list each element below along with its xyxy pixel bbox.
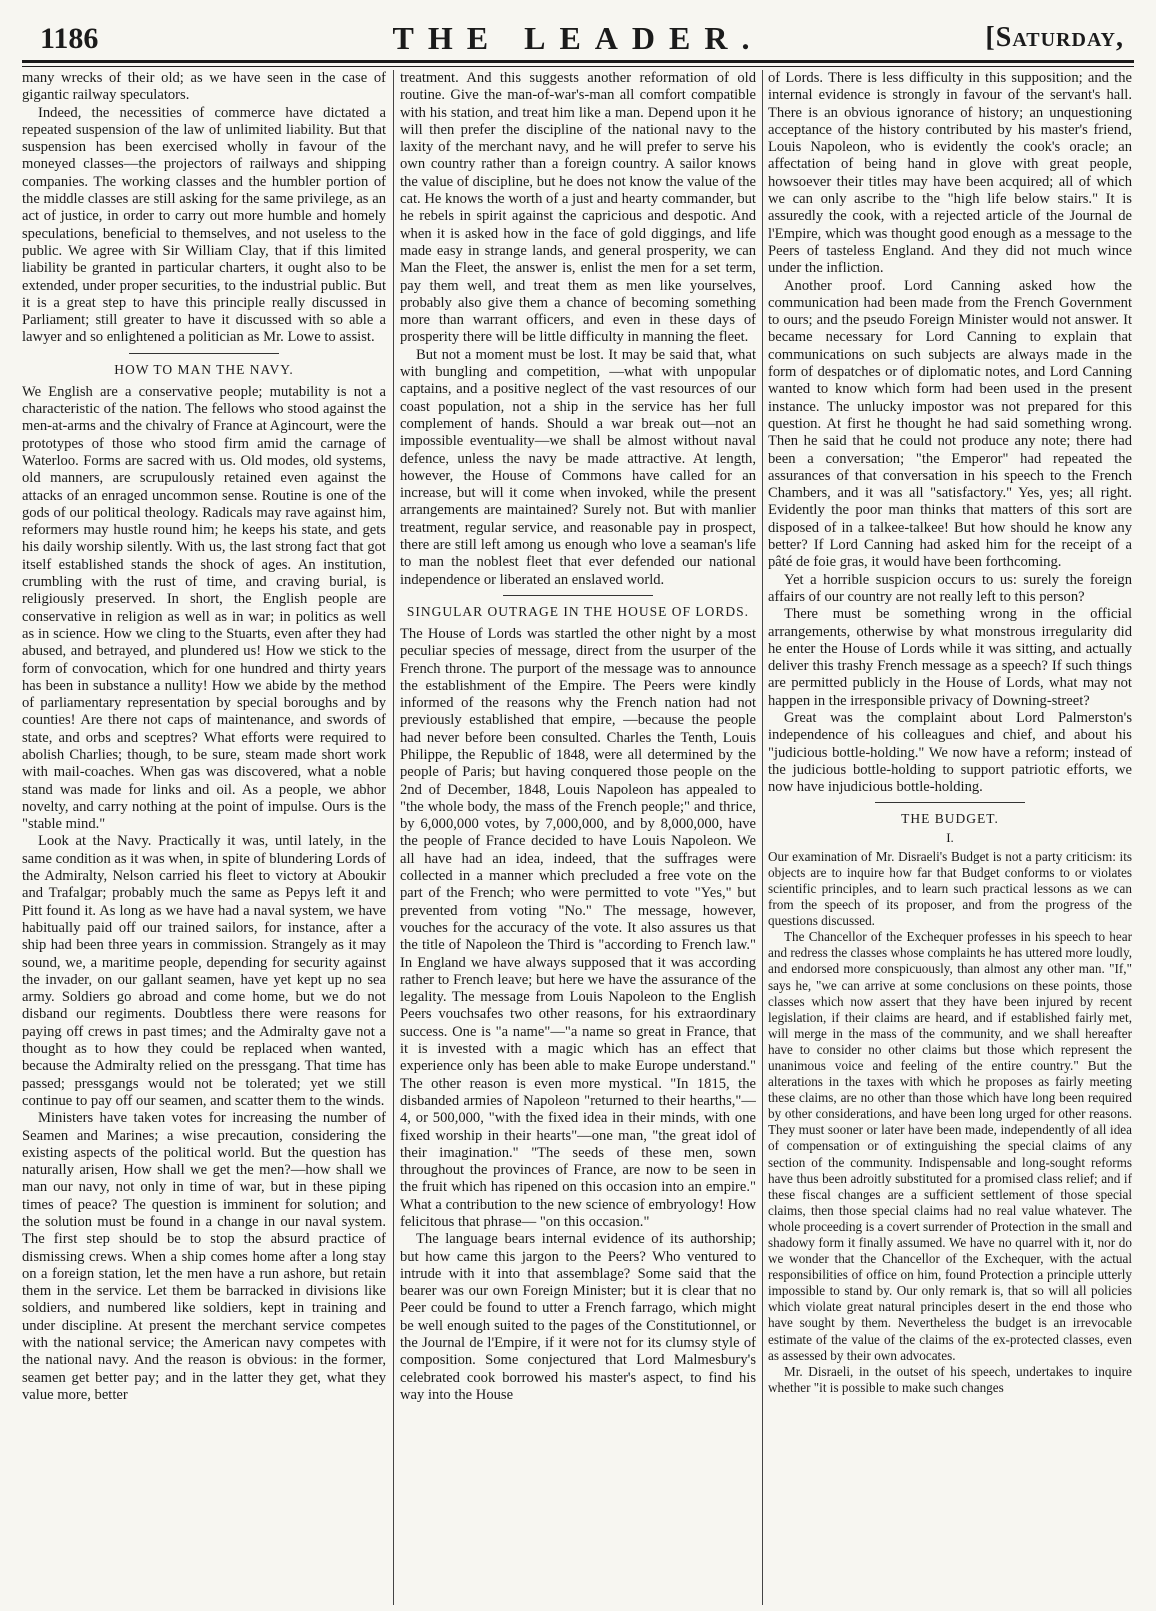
article-paragraph: of Lords. There is less difficulty in this supposition; and the internal evidence is strongly in favour of the servant's hall. There is an obvious ignorance of history; an unquestioning acceptance of the history contributed by his master's friend, Louis Napoleon, who is evidently the cook's oracle; an affectation of being hand in glove with great people, howsoever their titles may have been acquired; all of which we can only ascribe to the "high life below stairs." It is assuredly the cook, with a rejected article of the Journal de l'Empire, which was thought good enough as a message to the Peers of tasteless England. And they did not much wince under the infliction. (768, 70, 1132, 277)
masthead-rule-thick (22, 60, 1134, 63)
article-heading-navy: HOW TO MAN THE NAVY. (114, 361, 294, 377)
masthead-rule-thin (22, 66, 1134, 67)
article-paragraph: Look at the Navy. Practically it was, until lately, in the same condition as it was when, in spite of blundering Lords of the Admiralty, Nelson carried his fleet to victory at Aboukir and Trafalgar; probably much the same as Pepys left it and Pitt found it. As long as we have had a naval system, we have habitually paid off our trained sailors, for instance, after a ship had been three years in commission. Strangely as it may sound, we, a maritime people, depending for security against the invader, on our gallant seamen, have yet kept up no sea army. Soldiers go abroad and come home, but we do not disband our regiments. Doubtless there were reasons for paying off crews in past times; and the Admiralty gave not a thought as to how they could be replaced when wanted, because the Admiralty relied on the pressgang. That time has passed; pressgangs would not be tolerated; yet we still continue to pay off our seamen, and scatter them to the winds. (22, 833, 386, 1109)
newspaper-title: THE LEADER. (392, 20, 764, 56)
article-paragraph: We English are a conservative people; mutability is not a characteristic of the nation. The fellows who stood against the men-at-arms and the chivalry of France at Agincourt, were the prototypes of those who stood firm amid the carnage of Waterloo. Forms are sacred with us. Old modes, old systems, old manners, are scrupulously retained even against the attacks of an enraged uncommon sense. Routine is one of the gods of our political theology. Radicals may rave against him, reformers may hustle round him; he keeps his state, and gets his daily worship silently. With us, the last strong fact that got itself established stands the shock of ages. An institution, crumbling with the rust of time, and craving burial, is religiously preserved. In short, the English people are conservative in religion as well as in war; in politics as well as in science. How we cling to the Stuarts, even after they had abused, and betrayed, and plundered us! How we stick to the form of convocation, which for one hundred and thirty years has been in substance a nullity! How we abide by the method of parliamentary representation by special boroughs and by counties! Are there not caps of maintenance, and swords of state, and orbs and sceptres? What efforts were required to abolish Charlies; though, to be sure, steam made short work with mail-coaches. When gas was discovered, what a noble stand was made for links and oil. As a people, we abhor novelty, and carry nothing at the point of impulse. Ours is the "stable mind." (22, 383, 386, 833)
masthead (22, 14, 1134, 60)
article-paragraph: Indeed, the necessities of commerce have dictated a repeated suspension of the law of unlimited liability. But that suspension has been exercised wholly in favour of the moneyed classes—the projectors of railways and shipping companies. The working classes and the humbler portion of the middle classes are still asking for the same privilege, as an act of justice, in order to carry out more humble and homely speculations, beneficial to themselves, and not useless to the public. We agree with Sir William Clay, that if this limited liability be granted in particular charters, it ought also to be extended, under proper securities, to the industrial public. But it is a great step to have this principle really discussed in Parliament; still greater to have it discussed with so able a lawyer and so enlightened a politician as Mr. Lowe to assist. (22, 104, 386, 346)
article-paragraph: Yet a horrible suspicion occurs to us: surely the foreign affairs of our country are not really left to this person? (768, 571, 1132, 605)
article-paragraph: Great was the complaint about Lord Palmerston's independence of his colleagues and chief, and about his "judicious bottle-holding." We now have a reform; instead of the judicious bottle-holding to support patriotic efforts, we now have injudicious bottle-holding. (768, 709, 1132, 796)
column-3 (768, 70, 1132, 1605)
column-divider-1 (393, 70, 394, 1605)
section-divider (875, 802, 1025, 803)
section-divider (129, 353, 279, 354)
column-2 (400, 70, 756, 1605)
page-number: 1186 (40, 22, 99, 55)
article-paragraph: Ministers have taken votes for increasing the number of Seamen and Marines; a wise precaution, considering the existing aspects of the political world. But the question has naturally arisen, How shall we get the men?—how shall we man our navy, not only in time of war, but in these piping times of peace? The question is imminent for solution; and the solution must be found in a change in our naval system. The first step should be to stop the absurd practice of dismissing crews. When a ship comes home after a long stay on a foreign station, let the men have a run ashore, but retain them in the service. Let them be barracked in divisions like soldiers, and numbered like soldiers, kept in training and under discipline. At present the merchant service competes with the national service; the American navy competes with the national navy. And the reason is obvious: in the former, seamen get better pay; and in the latter they get, what they value more, better (22, 1110, 386, 1403)
article-paragraph: Mr. Disraeli, in the outset of his speech, undertakes to inquire whether "it is possible to make such changes (768, 1363, 1132, 1395)
article-paragraph: The House of Lords was startled the other night by a most peculiar species of message, direct from the usurper of the French throne. The purport of the message was to announce the establishment of the Empire. The Peers were kindly informed of the reasons why the French nation had not previously established that empire, —because the people had never before been consulted. Charles the Tenth, Louis Philippe, the Republic of 1848, were all determined by the people of Paris; but having conquered those people on the 2nd of December, 1848, Louis Napoleon has appealed to "the whole body, the mass of the French people;" and thrice, by 6,000,000 votes, by 7,000,000, and by 8,000,000, have the people of France decided to have Louis Napoleon. We all have had an idea, indeed, that the suffrages were collected in a manner which precluded a free vote on the part of the French; who were permitted to vote "Yes," but prevented from voting "No." The message, however, vouches for the accuracy of the vote. It also assures us that the title of Napoleon the Third is "according to French law." In England we have always supposed that it was according rather to French leave; but here we have the assurance of the legality. The message from Louis Napoleon to the English Peers vouchsafes two other reasons, for his extraordinary success. One is "a name"—"a name so great in France, that it is invested with a magic which has an effect that experience only has been able to make Europe understand." The other reason is even more mystical. "In 1815, the disbanded armies of Napoleon "returned to their hearths,"—4, or 500,000, "with the fixed idea in their minds, with one fixed worship in their hearts"—one man, "the great idol of their imagination." "The seeds of these men, sown throughout the provinces of France, are now to be seen in the fruit which has ripened on this occasion into an empire." What a contribution to the new science of embryology! How felicitous that phrase— "on this occasion." (400, 625, 756, 1230)
article-paragraph: many wrecks of their old; as we have seen in the case of gigantic railway speculators. (22, 70, 386, 104)
article-paragraph: Our examination of Mr. Disraeli's Budget is not a party criticism: its objects are to inquire how far that Budget conforms to or violates scientific principles, and to learn such practical lessons as we can from the speech of its proposer, and from the progress of the questions discussed. (768, 848, 1132, 929)
dateline: [Saturday, (985, 22, 1124, 53)
article-heading-budget: THE BUDGET. (901, 811, 999, 827)
article-paragraph: Another proof. Lord Canning asked how the communication had been made from the French Government to ours; and the pseudo Foreign Minister would not answer. It became necessary for Lord Canning to explain that communications on such subjects are always made in the form of despatches or of diplomatic notes, and Lord Canning wanted to know which form had been used in the present instance. The unlucky impostor was not prepared for this question. At first he thought he had said something wrong. Then he said that he could not produce any note; there had been a conversation; "the Emperor" had repeated the assurances of that conversation in his speech to the French Chambers, and it was all "satisfactory." Yes, yes; all right. Evidently the poor man thinks that matters of this sort are disposed of in a talkee-talkee! But how should he know any better? If Lord Canning had asked him for the receipt of a pâté de foie gras, it would have been forthcoming. (768, 277, 1132, 571)
article-paragraph: The Chancellor of the Exchequer professes in his speech to hear and redress the classes whose complaints he has uttered more loudly, and endorsed more conspicuously, than almost any other man. "If," says he, "we can arrive at some conclusions on these points, those classes which now assert that they have been injured by recent legislation, if their claims are heard, and if established fairly met, will merge in the mass of the community, and we shall hereafter have to consider no other claims but those which represent the unanimous voice and feeling of the entire country." But the alterations in the taxes with which he proposes as fairly meeting these claims, are no other than those which have long been required by other considerations, and have been long urged for other reasons. They must sooner or later have been made, independently of all idea of compensation or of extinguishing the special claims of any section of the community. Indispensable and long-sought reforms have thus been adroitly substituted for a promised class relief; and if these fiscal changes are a sufficient settlement of those special claims, then those special claims had no real value whatever. The whole proceeding is a covert surrender of Protection in the small and shadowy form it finally assumed. We have no quarrel with it, nor do we wonder that the Chancellor of the Exchequer, with the actual responsibilities of office on him, found Protection a principle utterly impossible to stand by. Our only remark is, that so will all policies which violate great natural principles desert in the end those who have sought by them. Nevertheless the budget is an irrevocable estimate of the value of the claims of the ex-protected classes, even as assessed by their own advocates. (768, 929, 1132, 1363)
column-1 (22, 70, 386, 1605)
column-divider-2 (762, 70, 763, 1605)
article-paragraph: But not a moment must be lost. It may be said that, what with bungling and competition, —what with unpopular captains, and a positive neglect of the vast resources of our coast population, not a ship in the service has her full complement of hands. Should a war break out—not an impossible eventuality—we shall be almost without naval defence, unless the navy be made attractive. At length, however, the House of Commons have called for an increase, but will it come when invoked, while the present arrangements are maintained? Surely not. But with manlier treatment, regular service, and reasonable pay in prospect, there are still left among us enough who love a seaman's life to man the noblest fleet that ever defended our national independence or liberated an enslaved world. (400, 346, 756, 588)
article-paragraph: There must be something wrong in the official arrangements, otherwise by what monstrous irregularity did he enter the House of Lords while it was sitting, and actually deliver this trashy French message as a speech? If such things are permitted publicly in the House of Lords, what may not happen in the irresponsible privacy of Downing-street? (768, 606, 1132, 709)
section-divider (503, 595, 653, 596)
article-heading-outrage: SINGULAR OUTRAGE IN THE HOUSE OF LORDS. (406, 603, 750, 619)
article-paragraph: The language bears internal evidence of its authorship; but how came this jargon to the Peers? Who ventured to intrude with it into that assemblage? Some said that the bearer was our own Foreign Minister; but it is clear that no Peer could be found to utter a French farrago, which might be well enough suited to the pages of the Constitutionnel, or the Journal de l'Empire, if it were not for its clumsy style of composition. Some conjectured that Lord Malmesbury's celebrated cook borrowed his master's aspect, to find his way into the House (400, 1231, 756, 1403)
article-paragraph: treatment. And this suggests another reformation of old routine. Give the man-of-war's-man all comfort compatible with his station, and treat him like a man. Depend upon it he will then prefer the discipline of the national navy to the laxity of the merchant navy, and he will prefer to serve his own country rather than a foreign country. A sailor knows the value of discipline, but he does not know the value of the cat. He knows the worth of a just and hearty commander, but he rebels in spirit against the capricious and despotic. And when it is asked how in the face of gold diggings, and life made easy in strange lands, and general prosperity, we can Man the Fleet, the answer is, enlist the men for a set term, pay them well, and treat them as men like yourselves, probably also give them a chance of becoming something more than warrant officers, and even in these days of prosperity there will be little difficulty in manning the fleet. (400, 70, 756, 346)
article-part-numeral: I. (946, 830, 954, 846)
